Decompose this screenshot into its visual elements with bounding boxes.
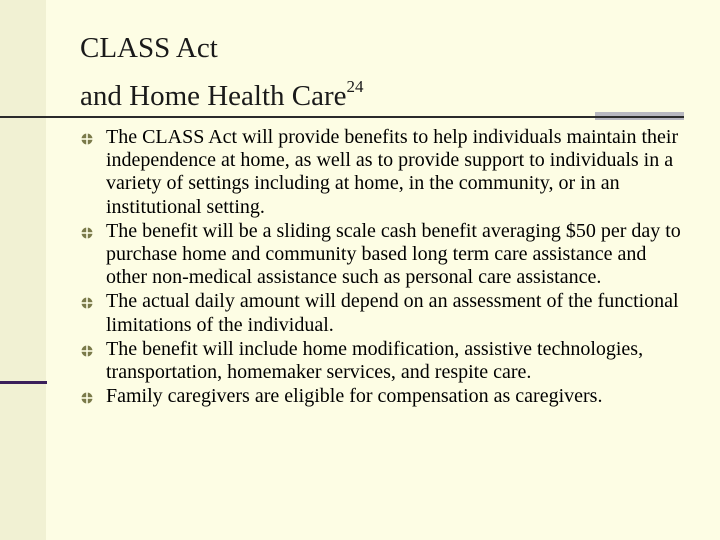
bullet-item [80,126,690,219]
slide-title [80,24,364,120]
bullet-list [80,126,690,409]
bullet-text: The CLASS Act will provide benefits to help individuals maintain their independence at home, as well as to provide support to individuals in a variety of settings including at home, in the community, or in an institutional setting. [106,126,679,218]
bullet-item [80,338,690,384]
circle-cross-bullet-icon [81,345,93,357]
title-divider [0,116,684,118]
title-line-1: CLASS Act [80,32,218,64]
title-footnote-marker: 24 [346,77,364,97]
bullet-item [80,290,690,336]
bullet-text: The actual daily amount will depend on an assessment of the functional limitations of the individual. [106,290,679,336]
left-decorative-band [0,0,46,540]
circle-cross-bullet-icon [81,392,93,404]
bullet-text: Family caregivers are eligible for compensation as caregivers. [106,385,603,408]
bullet-item [80,385,690,408]
bullet-item [80,220,690,290]
circle-cross-bullet-icon [81,227,93,239]
left-accent-bar [0,381,47,384]
bullet-text: The benefit will include home modification, assistive technologies, transportation, homemaker services, and respite care. [106,337,644,384]
bullet-text: The benefit will be a sliding scale cash benefit averaging $50 per day to purchase home and community based long term care assistance and other non-medical assistance such as personal care assistance. [106,219,681,289]
title-line-2: and Home Health Care [80,80,347,112]
circle-cross-bullet-icon [81,133,93,145]
circle-cross-bullet-icon [81,297,93,309]
